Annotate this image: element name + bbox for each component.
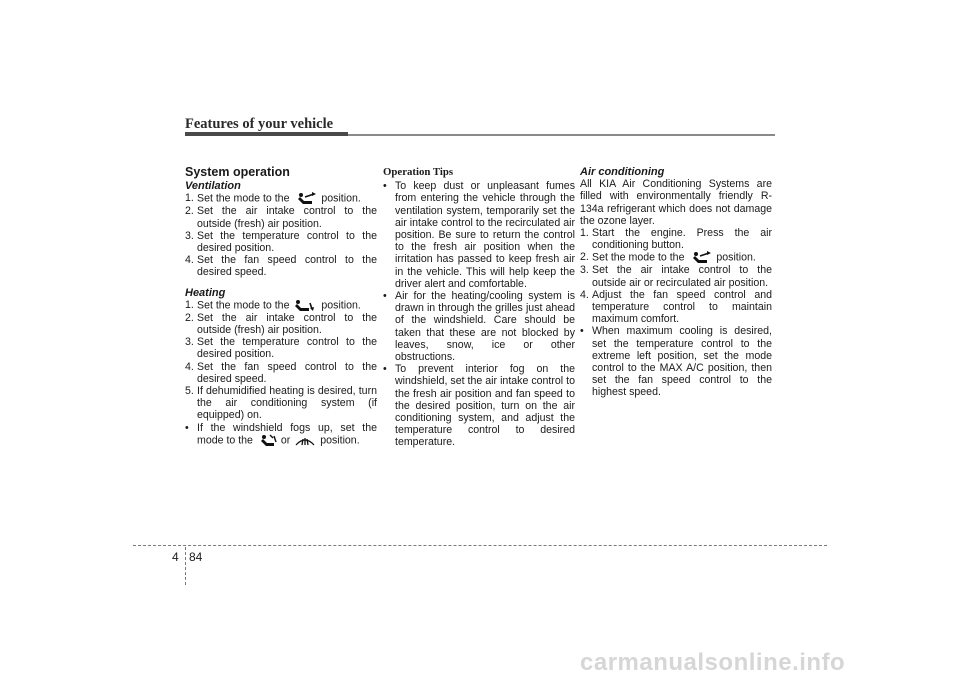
list-item: • When maximum cooling is desired, set the temperature control to the extreme left position, set the mode control to the MAX A/C position, then set the fan speed control to the highest speed. <box>580 325 772 399</box>
list-item: 2. Set the air intake control to the outside (fresh) air position. <box>185 311 377 337</box>
chapter-number: 4 <box>172 550 179 564</box>
column-1 <box>185 166 377 455</box>
face-vent-icon <box>292 192 318 205</box>
list-item: • To keep dust or unpleasant fumes from entering the vehicle through the ventilation system, temporarily set the air intake control to the recirculated air position. Be sure to return the control to the fresh air position when the irritation has passed to keep fresh air in the vehicle. This will help keep the driver alert and comfortable. <box>383 180 575 290</box>
ventilation-steps <box>185 192 377 278</box>
header-bar-accent <box>185 132 348 136</box>
footer-divider <box>133 545 827 546</box>
list-item: • If the windshield fogs up, set the mode to the or position. <box>185 421 377 447</box>
heating-steps <box>185 299 377 447</box>
page-header-title: Features of your vehicle <box>185 116 334 132</box>
list-item: • To prevent interior fog on the windshield, set the air intake control to the fresh air position and fan speed to the desired position, turn on the air conditioning system, and adjust the temperature control to desired temperature. <box>383 363 575 449</box>
air-conditioning-intro: All KIA Air Conditioning Systems are filled with environmentally friendly R-134a refrigerant which does not damage the ozone layer. <box>580 178 772 227</box>
watermark: carmanualsonline.info <box>580 649 846 676</box>
subsection-title-ventilation: Ventilation <box>185 180 241 193</box>
column-2 <box>383 166 575 457</box>
subsection-title-heating: Heating <box>185 286 226 299</box>
floor-vent-icon <box>292 299 318 312</box>
face-vent-icon <box>687 251 713 264</box>
list-item: 4. Set the fan speed control to the desired speed. <box>185 360 377 385</box>
list-item: 1. Set the mode to the position. <box>185 192 361 205</box>
header-rule <box>348 134 775 136</box>
list-item: 3. Set the temperature control to the desired position. <box>185 229 377 255</box>
list-item: 2. Set the air intake control to the outside (fresh) air position. <box>185 205 377 230</box>
section-title-system-operation: System operation <box>185 165 290 179</box>
list-item: 5. If dehumidified heating is desired, turn the air conditioning system (if equipped) on. <box>185 385 377 422</box>
defrost-icon <box>293 434 317 447</box>
list-item: 4. Set the fan speed control to the desired speed. <box>185 254 377 279</box>
list-item: 2. Set the mode to the position. <box>580 251 756 264</box>
subsection-title-air-conditioning: Air conditioning <box>580 166 665 178</box>
air-conditioning-steps <box>580 227 772 399</box>
section-title-operation-tips: Operation Tips <box>383 166 454 178</box>
list-item: • Air for the heating/cooling system is drawn in through the grilles just ahead of the windshield. Care should be taken that these are not blocked by leaves, snow, ice or other obstructions. <box>383 290 575 364</box>
footer-vertical-divider <box>185 547 186 585</box>
page-number: 84 <box>189 550 203 564</box>
list-item: 3. Set the air intake control to the outside air or recirculated air position. <box>580 264 772 289</box>
column-3 <box>580 166 772 407</box>
list-item: 3. Set the temperature control to the desired position. <box>185 336 377 361</box>
operation-tips-list <box>383 180 575 448</box>
list-item: 1. Set the mode to the position. <box>185 298 361 312</box>
list-item: 1. Start the engine. Press the air conditioning button. <box>580 227 772 252</box>
floor-defrost-vent-icon <box>256 434 278 447</box>
list-item: 4. Adjust the fan speed control and temperature control to maintain maximum comfort. <box>580 288 772 326</box>
